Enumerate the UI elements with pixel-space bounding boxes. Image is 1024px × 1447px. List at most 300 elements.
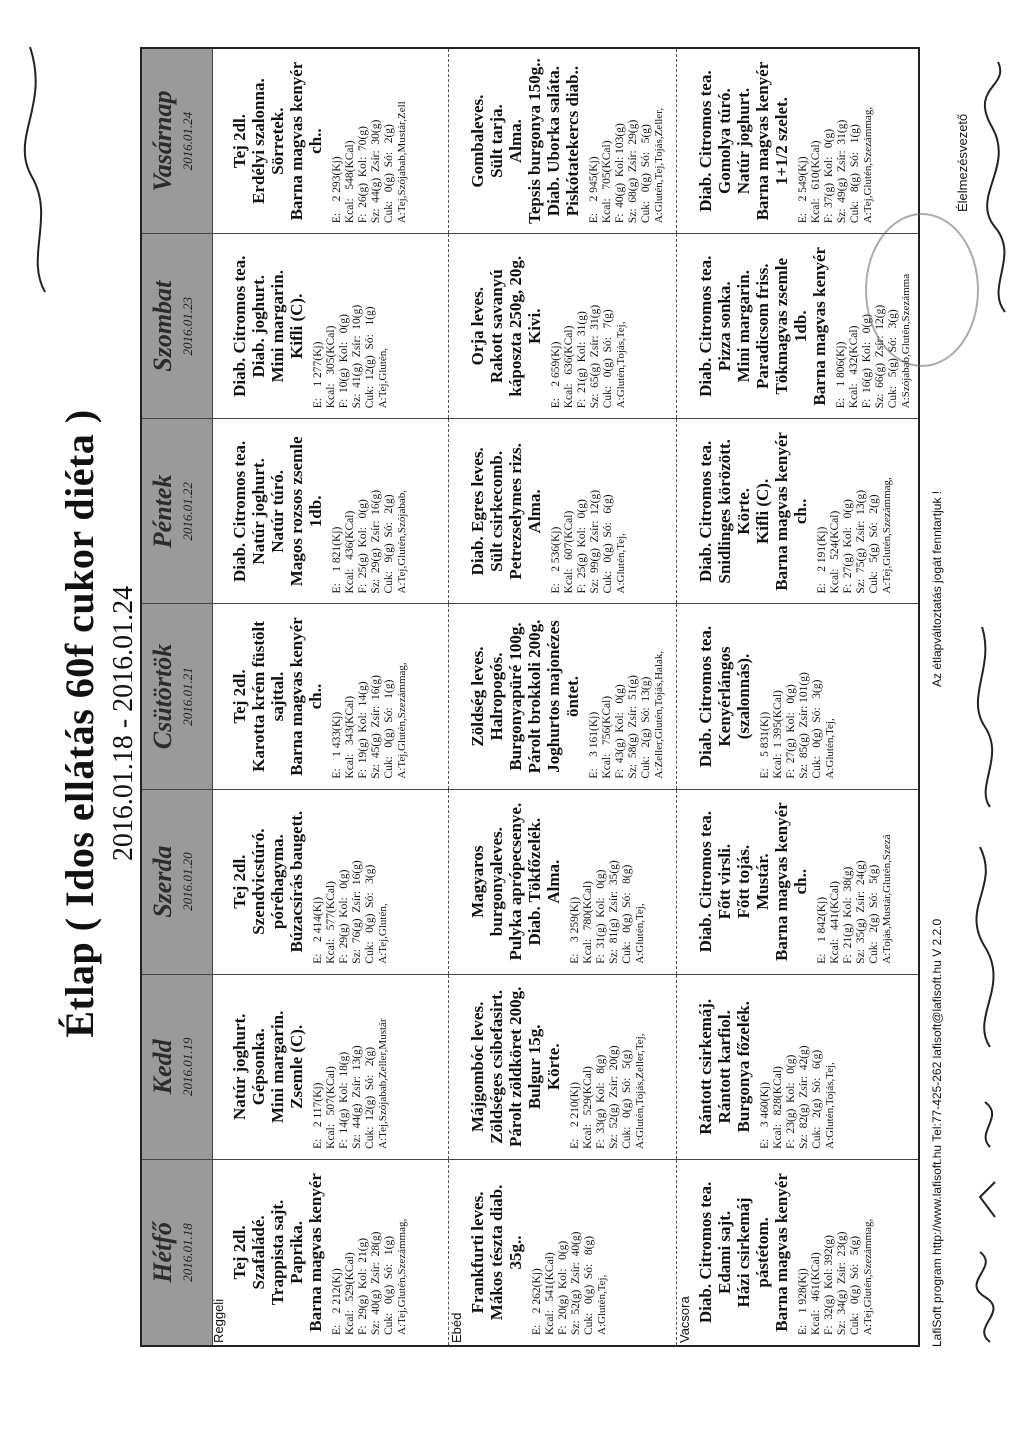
menu-item: Barna magvas kenyér: [772, 432, 791, 591]
allergens: A:Tej,Glutén,Szezámmag,: [862, 1218, 874, 1335]
meal-label: Reggeli: [211, 1298, 226, 1343]
nutrition-row: Cuk: 0(g) Só: 1(g): [383, 1235, 395, 1335]
nutrition-row: Sz: 82(g) Zsír: 42(g): [798, 1045, 810, 1149]
menu-item: Natúr joghurt.: [734, 87, 753, 195]
nutrition-block: [550, 425, 627, 597]
menu-item: Barna magvas kenyér: [306, 1173, 325, 1332]
nutrition-block: [531, 1166, 608, 1339]
nutrition-row: Kcal: 305(KCal): [325, 325, 337, 409]
day-date: 2016.01.24: [180, 111, 195, 171]
allergens: A:Glutén,Tej,Tojás,Zeller,: [653, 107, 665, 224]
menu-item: Frankfurti leves.: [468, 1191, 487, 1314]
menu-item: Diab. Uborka saláta.: [544, 66, 563, 217]
day-date: 2016.01.18: [180, 1223, 195, 1282]
nutrition-row: Cuk: 0(g) Só: 5(g): [640, 124, 652, 224]
nutrition-row: F: 14(g) Kol: 18(g): [338, 1051, 350, 1149]
nutrition-row: E: 3 259(Kj): [569, 896, 581, 964]
nutrition-row: E: 3 460(Kj): [759, 1082, 771, 1149]
nutrition-row: Kcal: 780(KCal): [582, 881, 594, 964]
menu-item: Snidlinges körözött.: [715, 439, 734, 584]
meal-cell: [230, 234, 389, 418]
nutrition-row: Sz: 52(g) Zsír: 40(g): [570, 1231, 582, 1335]
day-name: Hétfő: [148, 1222, 177, 1283]
menu-item: Házi csirkemáj: [734, 1197, 753, 1308]
menu-item: Rántott karfiol.: [715, 1010, 734, 1124]
manager-label: Élelmezésvezető: [955, 113, 970, 212]
allergens: A:Tojás,Mustár,Glutén,Szezá: [881, 834, 893, 964]
menu-item: Zsemle (C).: [287, 1024, 306, 1109]
nutrition-row: Sz: 75(g) Zsír: 13(g): [855, 489, 867, 594]
meal-separator: [448, 419, 449, 603]
nutrition-row: Kcal: 432(KCal): [848, 325, 860, 409]
menu-item: ch..: [791, 498, 810, 525]
meal-separator: [676, 234, 677, 418]
nutrition-row: Kcal: 529(KCal): [344, 1252, 356, 1335]
day-name: Vasárnap: [148, 90, 177, 192]
menu-item: Rakott savanyú: [487, 269, 506, 384]
allergens: A:Glutén,Tej,: [824, 718, 836, 779]
allergens: A:Szójabab,Glutén,Szezámma: [900, 273, 912, 409]
nutrition-block: [588, 55, 665, 227]
menu-item: Tepsis burgonya 150g..: [525, 58, 544, 224]
menu-item: Pizza sonka.: [715, 281, 734, 372]
meal-cell: [468, 975, 646, 1159]
menu-item: Alma.: [544, 859, 563, 904]
meal-separator: [676, 975, 677, 1159]
nutrition-row: E: 2 536(Kj): [550, 526, 562, 594]
meal-cell: [230, 790, 389, 974]
day-column: [142, 604, 918, 789]
nutrition-row: F: 37(g) Kol: 0(g): [823, 128, 835, 224]
nutrition-row: F: 43(g) Kol: 0(g): [614, 684, 626, 779]
menu-item: Körte.: [544, 1043, 563, 1091]
meal-cell: [696, 604, 836, 788]
nutrition-row: Kcal: 343(KCal): [344, 695, 356, 779]
menu-item: Főtt virsli.: [715, 843, 734, 920]
software-footer: LafiSoft program http://www.lafisoft.hu Tel:77-425-262 lafisoft@lafisoft.hu V 2.2.0: [930, 918, 944, 1347]
nutrition-row: E: 1 842(Kj): [816, 896, 828, 964]
date-range: 2016.01.18 - 2016.01.24: [108, 585, 139, 862]
nutrition-row: Cuk: 0(g) Só: 2(g): [383, 124, 395, 224]
day-column: [142, 975, 918, 1160]
nutrition-block: [569, 981, 646, 1153]
nutrition-row: F: 32(g) Kol: 392(g): [823, 1235, 835, 1335]
menu-item: Sörretek.: [268, 107, 287, 175]
nutrition-row: F: 10(g) Kol: 0(g): [338, 314, 350, 409]
menu-item: Natúr joghurt.: [249, 458, 268, 565]
nutrition-block: [569, 796, 646, 968]
allergens: A:Tej,Glutén,Szezámmag,: [881, 477, 893, 594]
menu-item: Barna magvas kenyér: [287, 617, 306, 776]
nutrition-row: Kcal: 828(KCal): [772, 1066, 784, 1149]
menu-item: pástétom.: [753, 1217, 772, 1288]
menu-item: Kifli (C).: [753, 478, 772, 544]
meal-cell: [230, 604, 408, 788]
day-column: [142, 49, 918, 234]
dietitian-signature: [20, 37, 60, 297]
nutrition-row: Cuk: 5(g) Só: 2(g): [868, 494, 880, 594]
nutrition-row: F: 19(g) Kol: 14(g): [357, 681, 369, 779]
nutrition-row: F: 40(g) Kol: 103(g): [614, 123, 626, 224]
nutrition-row: Cuk: 0(g) Só: 5(g): [621, 1049, 633, 1149]
menu-item: öntet.: [563, 675, 582, 718]
nutrition-block: [331, 610, 408, 782]
nutrition-row: F: 29(g) Kol: 21(g): [357, 1237, 369, 1335]
menu-item: Diab. Citromos tea.: [696, 70, 715, 212]
nutrition-row: Kcal: 756(KCal): [601, 695, 613, 779]
menu-item: Diab. Citromos tea.: [696, 1181, 715, 1324]
nutrition-block: [816, 796, 893, 968]
day-column: [142, 1160, 918, 1345]
nutrition-row: Cuk: 9(g) Só: 2(g): [383, 494, 395, 594]
menu-item: Piskótatekercs diab..: [563, 65, 582, 217]
meal-separator: [448, 604, 449, 788]
nutrition-row: E: 2 659(Kj): [550, 341, 562, 409]
nutrition-row: Kcal: 461(KCal): [810, 1252, 822, 1335]
nutrition-row: Cuk: 2(g) Só: 13(g): [640, 676, 652, 779]
day-date: 2016.01.22: [180, 482, 195, 541]
menu-item: Mustár.: [753, 853, 772, 910]
nutrition-row: F: 29(g) Kol: 0(g): [338, 869, 350, 964]
meal-separator: [676, 604, 677, 788]
menu-item: Zöldség leves.: [468, 646, 487, 747]
nutrition-row: F: 23(g) Kol: 0(g): [785, 1054, 797, 1149]
meal-cell: [468, 234, 627, 418]
nutrition-row: Sz: 44(g) Zsír: 30(g): [370, 119, 382, 224]
nutrition-row: E: 2 414(Kj): [312, 896, 324, 964]
nutrition-row: Sz: 52(g) Zsír: 20(g): [608, 1045, 620, 1149]
nutrition-row: F: 27(g) Kol: 0(g): [842, 499, 854, 594]
nutrition-row: Cuk: 0(g) Só: 6(g): [602, 494, 614, 594]
menu-item: Búzacsírás baugett.: [287, 810, 306, 953]
nutrition-row: E: 5 831(Kj): [759, 711, 771, 779]
nutrition-row: E: 1 277(Kj): [312, 341, 324, 409]
menu-item: ch..: [306, 683, 325, 710]
menu-item: Rántott csirkemáj.: [696, 998, 715, 1135]
menu-item: Diab. Citromos tea.: [230, 255, 249, 397]
nutrition-row: F: 21(g) Kol: 31(g): [576, 311, 588, 409]
menu-item: Natúr joghurt.: [230, 1013, 249, 1120]
nutrition-row: E: 1 821(Kj): [331, 526, 343, 594]
nutrition-row: Sz: 45(g) Zsír: 16(g): [370, 675, 382, 779]
meal-cell: [696, 790, 893, 974]
nutrition-row: E: 2 117(Kj): [312, 1082, 324, 1149]
allergens: A:Glutén,Tej,: [634, 903, 646, 964]
meal-cell: [468, 419, 627, 603]
meal-cell: [230, 975, 389, 1159]
day-name: Péntek: [148, 474, 177, 549]
allergens: A:Glutén,Tojás,Tej,: [824, 1062, 836, 1149]
nutrition-row: Sz: 58(g) Zsír: 51(g): [627, 675, 639, 779]
meal-separator: [448, 49, 449, 233]
nutrition-row: Sz: 68(g) Zsír: 29(g): [627, 119, 639, 224]
allergens: A:Tej,Glutén,Szezámmag,: [396, 662, 408, 779]
menu-item: Tej 2dl.: [230, 114, 249, 169]
menu-item: Alma.: [506, 119, 525, 164]
allergens: A:Zeller,Glutén,Tojás,Halak,: [653, 650, 665, 779]
nutrition-row: Sz: 85(g) Zsír: 101(g): [798, 672, 810, 779]
nutrition-row: Cuk: 0(g) Só: 8(g): [621, 864, 633, 964]
menu-item: Alma.: [525, 489, 544, 534]
nutrition-row: Sz: 66(g) Zsír: 12(g): [874, 304, 886, 409]
menu-item: Kenyérlángos: [715, 646, 734, 747]
nutrition-row: F: 33(g) Kol: 8(g): [595, 1054, 607, 1149]
day-column: [142, 234, 918, 419]
menu-item: Diab. Citromos tea.: [696, 625, 715, 768]
nutrition-row: Kcal: 529(KCal): [582, 1066, 594, 1149]
nutrition-row: Sz: 29(g) Zsír: 16(g): [370, 489, 382, 594]
nutrition-row: E: 2 262(Kj): [531, 1268, 543, 1335]
nutrition-row: F: 21(g) Kol: 38(g): [842, 866, 854, 964]
nutrition-row: F: 25(g) Kol: 0(g): [357, 499, 369, 594]
nutrition-row: F: 31(g) Kol: 0(g): [595, 869, 607, 964]
nutrition-block: [816, 425, 893, 597]
menu-item: sajttal.: [268, 671, 287, 722]
nutrition-row: E: 3 161(Kj): [588, 711, 600, 779]
day-column: [142, 790, 918, 975]
allergens: A:Tej,Szójabab,Mustár,Zell: [396, 101, 408, 224]
menu-item: káposzta 250g, 20g.: [506, 255, 525, 397]
nutrition-row: Sz: 99(g) Zsír: 12(g): [589, 489, 601, 594]
meal-cell: [230, 419, 408, 603]
menu-item: Burgonyapüré 100g.: [506, 622, 525, 771]
allergens: A:Tej,Glutén,Szezámmag,: [862, 106, 874, 224]
menu-item: Mákos tészta diab. 35g..: [487, 1184, 525, 1321]
day-date: 2016.01.19: [180, 1037, 195, 1097]
menu-item: Főtt tojás.: [734, 844, 753, 919]
nutrition-row: F: 26(g) Kol: 70(g): [357, 126, 369, 224]
allergens: A:Glutén,Tojás,Tej,: [615, 321, 627, 409]
nutrition-block: [797, 1166, 874, 1339]
menu-item: Párolt brokkoli 200g.: [525, 619, 544, 774]
day-date: 2016.01.23: [180, 296, 195, 356]
menu-item: burgonyaleves.: [487, 827, 506, 937]
day-header: [142, 604, 213, 788]
nutrition-row: E: 1 806(Kj): [835, 341, 847, 409]
nutrition-block: [331, 55, 408, 227]
meal-separator: [676, 419, 677, 603]
nutrition-row: E: 2 210(Kj): [569, 1082, 581, 1149]
menu-item: ch..: [791, 868, 810, 895]
nutrition-row: Cuk: 0(g) Só: 8(g): [583, 1235, 595, 1335]
nutrition-row: Cuk: 0(g) Só: 7(g): [602, 309, 614, 409]
menu-item: ch..: [306, 128, 325, 154]
nutrition-row: Kcal: 507(KCal): [325, 1066, 337, 1149]
official-stamp: [865, 213, 979, 367]
menu-item: Barna magvas kenyér: [287, 61, 306, 221]
nutrition-row: Sz: 65(g) Zsír: 31(g): [589, 304, 601, 409]
nutrition-block: [331, 1166, 408, 1339]
menu-item: Szendvicstúró.: [249, 828, 268, 935]
menu-item: Tej 2dl.: [230, 1225, 249, 1280]
nutrition-row: Cuk: 8(g) Só: 1(g): [849, 124, 861, 224]
nutrition-row: Cuk: 0(g) Só: 5(g): [849, 1235, 861, 1335]
nutrition-row: Cuk: 5(g) Só: 3(g): [887, 309, 899, 409]
day-header: [142, 234, 213, 418]
allergens: A:Glutén,Tej,: [596, 1274, 608, 1335]
nutrition-row: E: 2 212(Kj): [331, 1268, 343, 1335]
meal-cell: [696, 1160, 874, 1345]
day-header: [142, 1160, 213, 1345]
nutrition-row: E: 2 945(Kj): [588, 156, 600, 224]
change-notice: Az étlapváltoztatás jogát fenntartjuk !: [930, 490, 944, 687]
menu-item: Diab. Citromos tea.: [696, 440, 715, 583]
nutrition-row: E: 2 191(Kj): [816, 526, 828, 594]
menu-item: Magyaros: [468, 845, 487, 918]
menu-item: Tej 2dl.: [230, 854, 249, 909]
menu-table: [140, 47, 920, 1347]
menu-item: Edami sajt.: [715, 1210, 734, 1294]
handwritten-note: [960, 547, 1020, 1347]
menu-item: Körte.: [734, 488, 753, 535]
menu-item: 1db.: [306, 495, 325, 528]
menu-item: Paradicsom friss.: [753, 263, 772, 390]
allergens: A:Tej,Glutén,Szójabab,: [396, 490, 408, 594]
nutrition-row: E: 2 549(Kj): [797, 156, 809, 224]
nutrition-block: [312, 981, 389, 1153]
day-column: [142, 419, 918, 604]
nutrition-row: F: 25(g) Kol: 0(g): [576, 499, 588, 594]
menu-item: Barna magvas kenyér: [772, 1173, 791, 1332]
nutrition-row: E: 1 433(Kj): [331, 711, 343, 779]
menu-item: Tökmagvas zsemle 1db.: [772, 258, 810, 395]
menu-item: Diab. Citromos tea.: [696, 255, 715, 397]
meal-cell: [468, 49, 665, 233]
nutrition-row: Sz: 76(g) Zsír: 16(g): [351, 860, 363, 964]
nutrition-row: Sz: 40(g) Zsír: 28(g): [370, 1231, 382, 1335]
nutrition-row: F: 27(g) Kol: 0(g): [785, 684, 797, 779]
nutrition-row: Kcal: 548(KCal): [344, 140, 356, 224]
menu-item: Pulyka aprópecsenye.: [506, 802, 525, 961]
menu-item: Májgombóc leves.: [468, 1001, 487, 1132]
nutrition-row: F: 20(g) Kol: 0(g): [557, 1240, 569, 1335]
menu-item: Gombaleves.: [468, 94, 487, 188]
nutrition-row: Cuk: 0(g) Só: 3(g): [811, 679, 823, 779]
menu-item: Tej 2dl.: [230, 669, 249, 724]
meal-cell: [696, 49, 874, 233]
menu-item: Kifli (C).: [287, 293, 306, 359]
menu-item: Diab. Citromos tea.: [230, 440, 249, 583]
meal-separator: [676, 49, 677, 233]
menu-item: Paprika.: [287, 1221, 306, 1284]
allergens: A:Tej,Glutén,: [377, 347, 389, 409]
menu-item: Mini margarin.: [268, 1010, 287, 1123]
nutrition-row: Cuk: 0(g) Só: 1(g): [383, 679, 395, 779]
menu-item: Barna magvas kenyér: [810, 246, 829, 406]
day-name: Szerda: [148, 845, 177, 918]
meal-label: Vacsora: [677, 1296, 692, 1343]
nutrition-row: Kcal: 541(KCal): [544, 1252, 556, 1335]
nutrition-row: Kcal: 705(KCal): [601, 140, 613, 224]
nutrition-row: Kcal: 1 395(KCal): [772, 690, 784, 779]
meal-cell: [230, 1160, 408, 1345]
allergens: A:Tej,Szójabab,Zeller,Mustár: [377, 1018, 389, 1149]
menu-item: Szafaládé.: [249, 1215, 268, 1290]
meal-cell: [696, 419, 893, 603]
meal-separator: [448, 234, 449, 418]
menu-item: Gomolya túró.: [715, 88, 734, 194]
day-header: [142, 49, 213, 233]
nutrition-row: Kcal: 524(KCal): [829, 510, 841, 594]
menu-item: Burgonya főzelék.: [734, 1001, 753, 1133]
menu-item: Karotta krém füstölt: [249, 621, 268, 772]
menu-item: Mini margarin.: [268, 270, 287, 383]
day-name: Csütörtök: [148, 643, 177, 750]
menu-item: Barna magvas kenyér: [753, 61, 772, 221]
nutrition-row: Sz: 35(g) Zsír: 24(g): [855, 860, 867, 964]
page-title: Étlap ( Idos ellátás 60f cukor diéta ): [57, 409, 102, 1038]
day-header: [142, 790, 213, 974]
menu-item: Magos rozsos zsemle: [287, 436, 306, 587]
menu-item: Diab. Egres leves.: [468, 447, 487, 576]
menu-item: Diab. joghurt.: [249, 274, 268, 378]
menu-item: 1+1/2 szelet.: [772, 97, 791, 186]
nutrition-row: F: 16(g) Kol: 0(g): [861, 314, 873, 409]
nutrition-block: [312, 240, 389, 412]
nutrition-row: Cuk: 12(g) Só: 1(g): [364, 306, 376, 409]
menu-item: Zöldséges csibefasirt.: [487, 989, 506, 1144]
meal-cell: [468, 604, 665, 788]
meal-cell: [468, 790, 646, 974]
menu-item: Bulgur 15g.: [525, 1024, 544, 1110]
menu-item: Erdélyi szalonna.: [249, 78, 268, 204]
day-date: 2016.01.20: [180, 852, 195, 911]
meal-separator: [448, 975, 449, 1159]
nutrition-row: Sz: 41(g) Zsír: 10(g): [351, 304, 363, 409]
menu-item: Orja leves.: [468, 287, 487, 366]
menu-item: Sült tarja.: [487, 104, 506, 178]
allergens: A:Glutén,Tojás,Zeller,Tej,: [634, 1033, 646, 1149]
allergens: A:Tej,Glutén,: [377, 903, 389, 964]
nutrition-block: [331, 425, 408, 597]
menu-item: Diab. Tökfőzelék.: [525, 817, 544, 946]
manager-signature: [980, 57, 1024, 317]
menu-item: Natúr túró.: [268, 469, 287, 553]
menu-item: Gépsonka.: [249, 1028, 268, 1106]
nutrition-block: [550, 240, 627, 412]
nutrition-row: Cuk: 12(g) Só: 2(g): [364, 1046, 376, 1149]
meal-cell: [696, 975, 836, 1159]
day-header: [142, 419, 213, 603]
allergens: A:Glutén,Tej,: [615, 533, 627, 594]
nutrition-row: Cuk: 0(g) Só: 3(g): [364, 864, 376, 964]
menu-item: Kivi.: [525, 308, 544, 344]
menu-item: Joghurtos majonézes: [544, 620, 563, 773]
nutrition-block: [312, 796, 389, 968]
menu-item: póréhagyma.: [268, 834, 287, 930]
menu-item: Párolt zöldköret 200g.: [506, 986, 525, 1147]
nutrition-row: E: 2 293(Kj): [331, 156, 343, 224]
nutrition-block: [759, 610, 836, 782]
nutrition-block: [588, 610, 665, 782]
menu-item: Barna magvas kenyér: [772, 802, 791, 961]
nutrition-row: Kcal: 577(KCal): [325, 881, 337, 964]
nutrition-block: [759, 981, 836, 1153]
menu-item: Trappista sajt.: [268, 1199, 287, 1306]
nutrition-row: Sz: 81(g) Zsír: 35(g): [608, 860, 620, 964]
nutrition-row: Sz: 34(g) Zsír: 23(g): [836, 1231, 848, 1335]
nutrition-row: Kcal: 607(KCal): [563, 510, 575, 594]
day-name: Kedd: [148, 1039, 177, 1095]
allergens: A:Tej,Glutén,Szezámmag,: [396, 1218, 408, 1335]
meal-separator: [448, 790, 449, 974]
menu-item: Diab. Citromos tea.: [696, 810, 715, 953]
nutrition-row: Sz: 49(g) Zsír: 31(g): [836, 119, 848, 224]
menu-item: Petrezselymes rizs.: [506, 443, 525, 580]
meal-cell: [468, 1160, 608, 1345]
nutrition-row: Kcal: 436(KCal): [344, 510, 356, 594]
nutrition-row: Cuk: 2(g) Só: 5(g): [868, 864, 880, 964]
